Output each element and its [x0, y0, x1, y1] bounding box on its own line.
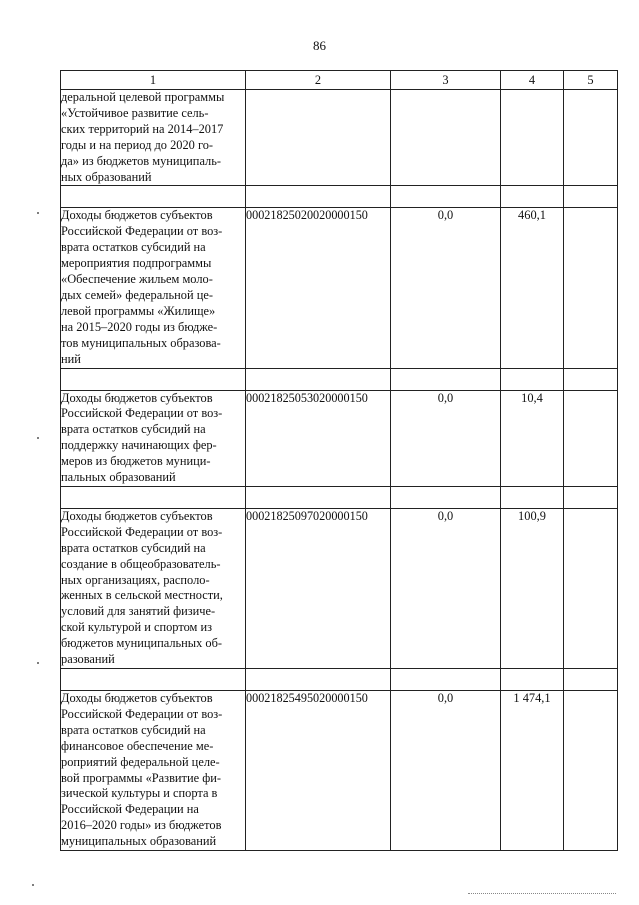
revenue-description: Доходы бюджетов субъектов Российской Федерации от воз- врата остатков субсидий на мероприятия подпрограммы «Обеспечение жильем моло- дых семей» федеральной це- левой программы «Жилище» на 2015–2020 годы из бюдже- тов муниципальных образова- ний	[61, 208, 223, 366]
budget-code-cell: 00021825020020000150	[246, 208, 391, 368]
table-row	[61, 691, 618, 851]
page-number: 86	[313, 38, 326, 53]
table-row-spacer	[61, 186, 618, 208]
budget-code-cell	[246, 90, 391, 186]
column-header-2: 2	[246, 71, 391, 90]
value-col5-cell	[564, 90, 618, 186]
scan-speck	[37, 212, 39, 214]
value-col4-cell: 100,9	[501, 508, 564, 668]
budget-code-cell: 00021825053020000150	[246, 390, 391, 486]
value-col3-cell: 0,0	[391, 691, 501, 851]
table-row-spacer	[61, 669, 618, 691]
revenue-description-cell	[61, 508, 246, 668]
table-row	[61, 90, 618, 186]
revenue-description: Доходы бюджетов субъектов Российской Федерации от воз- врата остатков субсидий на финансовое обеспечение ме- роприятий федеральной целе- вой программы «Развитие фи- зической культуры и спорта в Российской Федерации на 2016–2020 годы» из бюджетов муниципальных образований	[61, 691, 223, 849]
value-col4-cell: 10,4	[501, 390, 564, 486]
value-col3-cell: 0,0	[391, 508, 501, 668]
column-header-4: 4	[501, 71, 564, 90]
revenue-description-cell	[61, 90, 246, 186]
value-col5-cell	[564, 208, 618, 368]
revenue-description: Доходы бюджетов субъектов Российской Федерации от воз- врата остатков субсидий на поддержку начинающих фер- меров из бюджетов муници- пальных образований	[61, 390, 223, 485]
column-header-1: 1	[61, 71, 246, 90]
budget-code-cell: 00021825495020000150	[246, 691, 391, 851]
revenue-description-cell	[61, 208, 246, 368]
value-col5-cell	[564, 691, 618, 851]
scan-speck	[37, 437, 39, 439]
budget-revenue-table	[60, 70, 618, 851]
value-col3-cell: 0,0	[391, 208, 501, 368]
value-col5-cell	[564, 508, 618, 668]
table-row	[61, 508, 618, 668]
table-row-spacer	[61, 486, 618, 508]
table-row	[61, 208, 618, 368]
value-col4-cell: 460,1	[501, 208, 564, 368]
scan-speck	[32, 884, 34, 886]
budget-code-cell: 00021825097020000150	[246, 508, 391, 668]
column-header-3: 3	[391, 71, 501, 90]
table-row-spacer	[61, 368, 618, 390]
value-col5-cell	[564, 390, 618, 486]
value-col3-cell	[391, 90, 501, 186]
value-col4-cell: 1 474,1	[501, 691, 564, 851]
scan-footer-line	[468, 893, 616, 894]
revenue-description-cell	[61, 390, 246, 486]
value-col4-cell	[501, 90, 564, 186]
revenue-description: деральной целевой программы «Устойчивое развитие сель- ских территорий на 2014–2017 годы и на период до 2020 го- да» из бюджетов муниципаль- ных образований	[61, 90, 225, 184]
revenue-description: Доходы бюджетов субъектов Российской Федерации от воз- врата остатков субсидий на создание в общеобразователь- ных организациях, располо- женных в сельской местности, условий для занятий физиче- ской культурой и спортом из бюджетов муниципальных об- разований	[61, 508, 223, 667]
table-row	[61, 390, 618, 486]
column-header-5: 5	[564, 71, 618, 90]
table-header-row	[61, 71, 618, 90]
revenue-description-cell	[61, 691, 246, 851]
value-col3-cell: 0,0	[391, 390, 501, 486]
scan-speck	[37, 662, 39, 664]
